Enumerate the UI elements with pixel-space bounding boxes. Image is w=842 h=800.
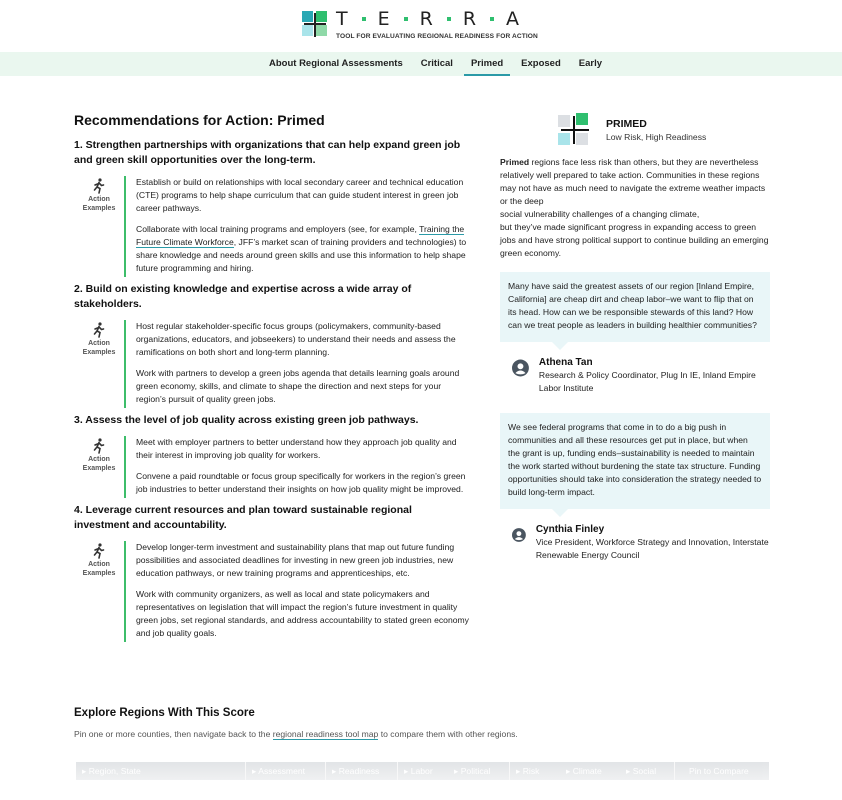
- nav-tab-about[interactable]: About Regional Assessments: [269, 58, 403, 69]
- user-avatar-icon: [512, 358, 529, 378]
- action-examples-label: Action Examples: [82, 340, 116, 356]
- quote-bubble: [500, 272, 770, 342]
- recommendations-section: [74, 112, 469, 647]
- action-example: Develop longer-term investment and sustainability plans that map out future funding possibilities and associated deadlines for investing in new green job industries, new education pathways, or new training programs and apprenticeships, etc.: [136, 542, 455, 578]
- recommendation-title: 3. Assess the level of job quality across existing green job pathways.: [74, 414, 419, 426]
- terra-logo[interactable]: [302, 10, 538, 42]
- primed-summary-panel: [500, 112, 770, 562]
- column-header-labor[interactable]: ▸ Labor: [404, 766, 433, 776]
- recommendation-title: 2. Build on existing knowledge and expertise across a wide array of stakeholders.: [74, 283, 412, 310]
- action-examples-label: Action Examples: [82, 561, 116, 577]
- training-future-climate-workforce-link[interactable]: Training the Future Climate Workforce: [136, 224, 465, 247]
- logo-wordmark: T E R R A: [336, 8, 522, 30]
- quote-attribution: [512, 356, 770, 395]
- nav-tab-exposed[interactable]: Exposed: [521, 58, 561, 69]
- terra-logo-mark-icon: [302, 10, 328, 38]
- recommendation-block: [74, 436, 469, 498]
- action-example: Work with partners to develop a green jobs agenda that details learning goals around green economy, skills, and climate to shape the direction and next steps for your region’s pursuit of quality green jobs.: [136, 368, 460, 404]
- page-title: Recommendations for Action: Primed: [74, 112, 325, 128]
- column-header-region[interactable]: ▸ Region, State: [76, 762, 246, 780]
- table-fade-overlay: [0, 780, 842, 800]
- action-example: Work with community organizers, as well as local and state policymakers and representatives on legislation that will impact the region’s future investment in quality green jobs, set regional standards, and address accountability to stated green economy and job quality goals.: [136, 589, 469, 638]
- action-example: Collaborate with local training programs and employers (see, for example, Training the Future Climate Workforce, JFF’s market scan of training providers and technologies) to share knowledge and needs around green skills and use this information to help shape future programming and hiring.: [136, 224, 467, 273]
- action-examples-label: Action Examples: [82, 196, 116, 212]
- logo-tagline: TOOL FOR EVALUATING REGIONAL READINESS FOR ACTION: [336, 33, 538, 40]
- explore-title: Explore Regions With This Score: [74, 707, 255, 719]
- runner-icon: [92, 178, 106, 194]
- runner-icon: [92, 322, 106, 338]
- column-header-risk[interactable]: ▸ Risk: [516, 766, 540, 776]
- regional-readiness-map-link[interactable]: regional readiness tool map: [272, 729, 379, 739]
- explore-subtitle: Pin one or more counties, then navigate back to the regional readiness tool map to compare them with other regions.: [74, 729, 518, 739]
- column-header-readiness[interactable]: ▸ Readiness: [326, 762, 398, 780]
- regions-table-header: [76, 762, 769, 780]
- attribution-role: Vice President, Workforce Strategy and Innovation, Interstate Renewable Energy Council: [535, 537, 769, 560]
- action-example: Establish or build on relationships with local secondary career and technical education (CTE) programs to help shape curriculum that can guide student interest in green job career pathways.: [136, 177, 464, 213]
- action-examples-list: [124, 176, 469, 277]
- action-examples-label: Action Examples: [82, 456, 116, 472]
- nav-tab-critical[interactable]: Critical: [420, 58, 453, 69]
- action-example: Convene a paid roundtable or focus group specifically for workers in the region’s green job industries to better understand their insights on how job quality might be improved.: [136, 471, 466, 494]
- explore-regions-section: [74, 707, 774, 739]
- action-examples-list: [124, 320, 469, 408]
- recommendation-block: [74, 541, 469, 642]
- attribution-name: Athena Tan: [538, 357, 593, 368]
- runner-icon: [92, 438, 106, 454]
- primed-badge: [558, 112, 770, 148]
- badge-subtitle: Low Risk, High Readiness: [606, 131, 707, 142]
- quote-attribution: [512, 523, 770, 562]
- runner-icon: [92, 543, 106, 559]
- recommendation-title: 4. Leverage current resources and plan toward sustainable regional investment and accountability.: [74, 504, 412, 531]
- action-examples-list: [124, 436, 469, 498]
- column-header-social[interactable]: ▸ Social: [620, 762, 675, 780]
- recommendation-title: 1. Strengthen partnerships with organizations that can help expand green job and green skill opportunities over the long-term.: [74, 139, 461, 166]
- nav-tab-primed[interactable]: Primed: [462, 52, 512, 76]
- column-header-pin-to-compare[interactable]: Pin to Compare: [689, 766, 749, 776]
- column-header-political[interactable]: ▸ Political: [448, 762, 510, 780]
- column-header-assessment[interactable]: ▸ Assessment: [246, 762, 326, 780]
- action-examples-list: [124, 541, 469, 642]
- badge-title: PRIMED: [606, 117, 647, 130]
- recommendation-block: [74, 320, 469, 408]
- primed-quadrant-icon: [558, 113, 592, 147]
- action-example: Meet with employer partners to better understand how they approach job quality and their interest in improving job quality for workers.: [136, 437, 457, 460]
- assessment-nav: [0, 52, 842, 76]
- nav-tab-early[interactable]: Early: [578, 58, 603, 69]
- quote-bubble: [500, 413, 770, 509]
- attribution-name: Cynthia Finley: [535, 524, 605, 535]
- attribution-role: Research & Policy Coordinator, Plug In IE, Inland Empire Labor Institute: [538, 370, 756, 393]
- user-avatar-icon: [512, 525, 526, 545]
- quote-text: We see federal programs that come in to do a big push in communities and all these resources get put in place, but when the grant is up, funding ends–sustainability is needed to maintain the work started without burdening the state tax structure. Funding opportunities should take into consideration the strategy needed to build long-term impact.: [508, 422, 762, 497]
- action-example: Host regular stakeholder-specific focus groups (policymakers, community-based organizations, educators, and jobseekers) to understand their needs and assess the ramifications on both short and long-term planning.: [136, 321, 456, 357]
- quote-text: Many have said the greatest assets of our region [Inland Empire, California] are cheap dirt and cheap labor–we want to flip that on its head. How can we be responsible stewards of this land? How can we treat people as leaders in building healthier communities?: [508, 281, 757, 330]
- primed-description: Primed regions face less risk than others, but they are nevertheless relatively well prepared to take action. Communities in these regions may not have as much need to navigate the extreme weather impacts or the deep social vulnerability challenges of a changing climate, but they’ve made significant progress in expanding access to green jobs and have strong political support to continue building an emerging green economy.: [500, 157, 769, 258]
- recommendation-block: [74, 176, 469, 277]
- column-header-climate[interactable]: ▸ Climate: [566, 766, 602, 776]
